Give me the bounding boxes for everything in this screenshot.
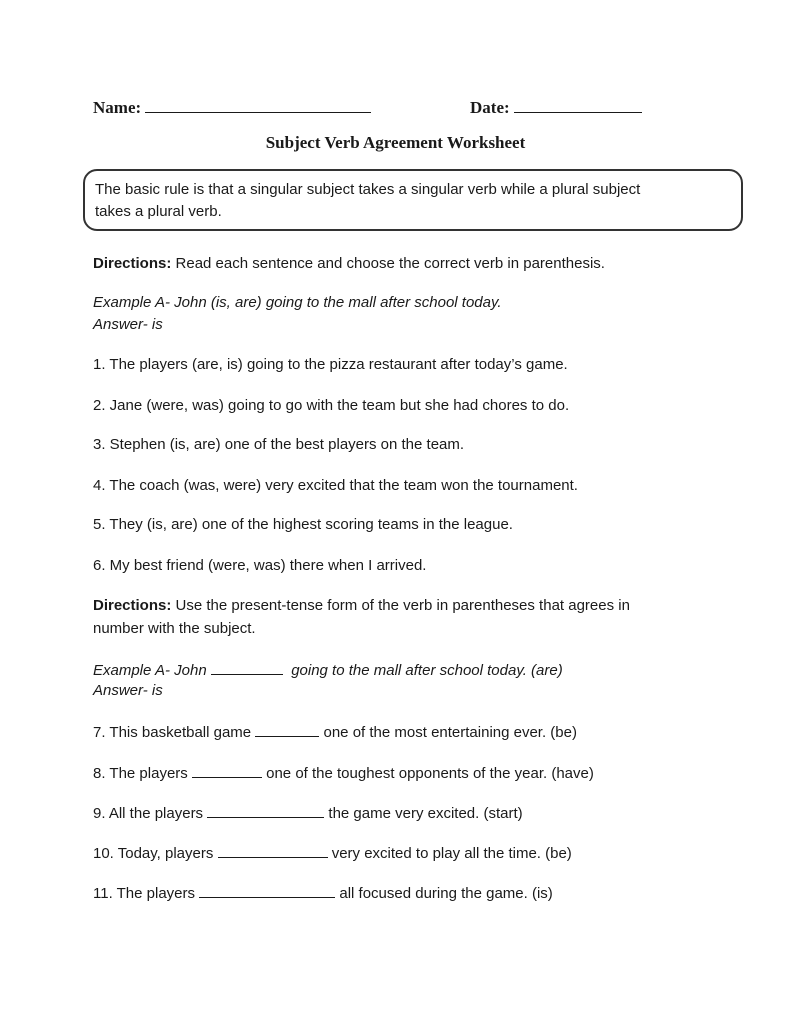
question-9-after: the game very excited. (start) (328, 805, 523, 822)
question-8-after: one of the toughest opponents of the year. (have) (266, 765, 594, 782)
question-11-before: 11. The players (93, 885, 196, 902)
question-7-blank[interactable] (255, 722, 319, 737)
question-9 (93, 803, 523, 822)
question-8 (93, 763, 594, 782)
name-field (93, 95, 371, 118)
question-8-blank[interactable] (192, 763, 262, 778)
example-2-answer: Answer- is (93, 682, 163, 699)
name-label: Name: (93, 98, 142, 117)
question-7-after: one of the most entertaining ever. (be) (323, 724, 577, 741)
question-7 (93, 722, 577, 741)
question-10-blank[interactable] (218, 843, 328, 858)
question-8-before: 8. The players (93, 765, 188, 782)
question-9-before: 9. All the players (93, 805, 204, 822)
rule-box (83, 169, 743, 231)
question-3: 3. Stephen (is, are) one of the best players on the team. (93, 436, 465, 453)
question-10-before: 10. Today, players (93, 845, 214, 862)
question-2: 2. Jane (were, was) going to go with the team but she had chores to do. (93, 397, 570, 414)
worksheet-title: Subject Verb Agreement Worksheet (265, 133, 526, 152)
question-7-before: 7. This basketball game (93, 724, 252, 741)
example-2 (93, 660, 563, 679)
directions-1-label: Directions: (93, 255, 172, 272)
example-2-blank[interactable] (211, 660, 283, 675)
directions-2-label: Directions: (93, 597, 172, 614)
question-11 (93, 883, 553, 902)
question-9-blank[interactable] (207, 803, 324, 818)
question-1: 1. The players (are, is) going to the pizza restaurant after today’s game. (93, 356, 568, 373)
directions-2 (93, 597, 630, 614)
example-2-after: going to the mall after school today. (are) (291, 662, 563, 679)
question-6: 6. My best friend (were, was) there when I arrived. (93, 557, 427, 574)
directions-1-text: Read each sentence and choose the correct verb in parenthesis. (171, 255, 605, 272)
date-field (470, 95, 642, 118)
directions-2-text-1: Use the present-tense form of the verb in parentheses that agrees in (171, 597, 630, 614)
question-4: 4. The coach (was, were) very excited that the team won the tournament. (93, 477, 578, 494)
directions-1 (93, 255, 605, 272)
example-2-before: Example A- John (93, 662, 207, 679)
question-11-blank[interactable] (199, 883, 335, 898)
example-1: Example A- John (is, are) going to the mall after school today. (93, 294, 502, 311)
question-11-after: all focused during the game. (is) (339, 885, 553, 902)
example-1-answer: Answer- is (93, 316, 163, 333)
directions-2-text-2: number with the subject. (93, 620, 256, 637)
date-label: Date: (470, 98, 510, 117)
rule-line-1: The basic rule is that a singular subject takes a singular verb while a plural subject (95, 181, 641, 198)
name-blank-line[interactable] (145, 95, 371, 113)
rule-line-2: takes a plural verb. (95, 203, 222, 220)
question-5: 5. They (is, are) one of the highest scoring teams in the league. (93, 516, 513, 533)
question-10-after: very excited to play all the time. (be) (331, 845, 572, 862)
date-blank-line[interactable] (514, 95, 642, 113)
question-10 (93, 843, 572, 862)
